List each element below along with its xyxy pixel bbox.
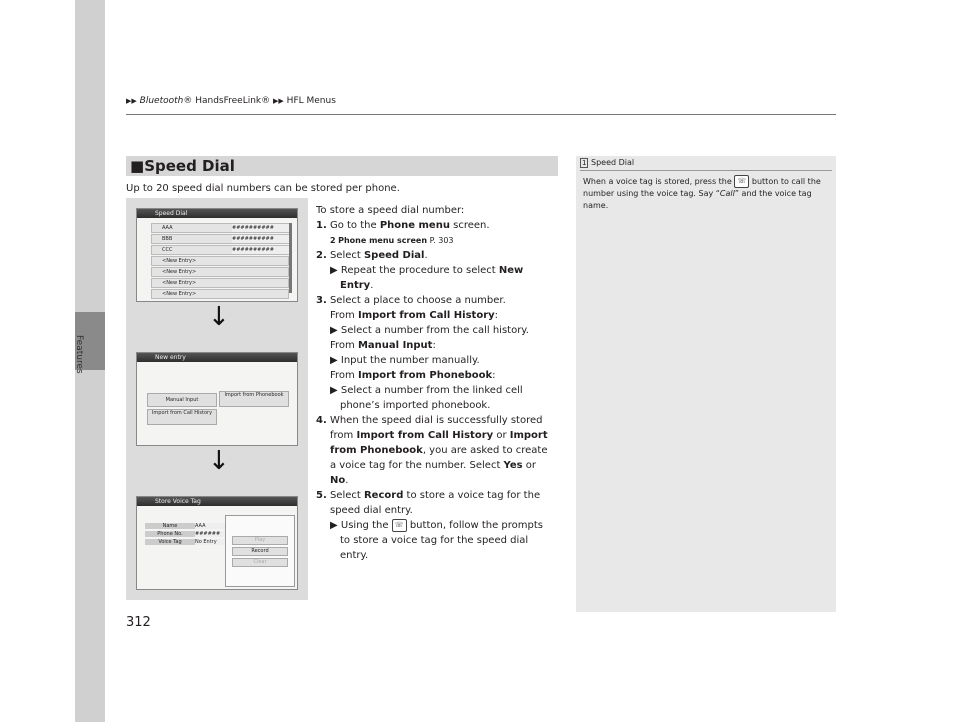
talk-button-icon: ☏ (392, 519, 407, 532)
breadcrumb-arrow-icon: ▶▶ (273, 97, 284, 105)
talk-button-icon: ☏ (734, 175, 749, 188)
import-from-phonebook-button[interactable]: Import from Phonebook (219, 391, 289, 407)
new-entry-screen (136, 352, 298, 446)
scrollbar (289, 223, 292, 293)
down-arrow-icon: ↓ (208, 302, 230, 332)
note-body: When a voice tag is stored, press the ☏ button to call the number using the voice tag. Say “Call” and the voice tag name. (583, 177, 821, 210)
note-panel (576, 156, 836, 612)
speed-dial-entry-label: <New Entry> (162, 269, 197, 275)
speed-dial-entry-row[interactable] (151, 289, 289, 299)
step-3-from-history: From Import from Call History: (330, 310, 499, 321)
speed-dial-entry-label: CCC (162, 247, 173, 253)
speed-dial-screen (136, 208, 298, 302)
name-value: AAA (195, 523, 227, 529)
speed-dial-entry-number: ########## (232, 246, 290, 254)
step-4-line4: a voice tag for the number. Select Yes or (330, 460, 537, 471)
breadcrumb-arrow-icon: ▶▶ (126, 97, 137, 105)
page-number: 312 (126, 615, 151, 630)
voice-tag-table (145, 523, 227, 545)
screen-title: Store Voice Tag (137, 497, 297, 506)
step-2-sub-cont: Entry. (340, 280, 374, 291)
step-3-sub2: ▶ Input the number manually. (330, 355, 480, 366)
cross-ref-icon: 2 (330, 236, 336, 245)
step-4: 4. When the speed dial is successfully stored (316, 415, 543, 426)
cross-reference-link[interactable]: 2 Phone menu screen P. 303 (330, 236, 454, 245)
instruction-steps (316, 203, 562, 563)
down-arrow-icon: ↓ (208, 446, 230, 476)
manual-input-button[interactable]: Manual Input (147, 393, 217, 407)
steps-lead: To store a speed dial number: (316, 205, 465, 216)
step-5-sub2: to store a voice tag for the speed dial (340, 535, 529, 546)
screen-title: New entry (137, 353, 297, 362)
speed-dial-entry-row[interactable] (151, 245, 289, 255)
record-button[interactable]: Record (232, 547, 288, 556)
play-button[interactable]: Play (232, 536, 288, 545)
header-rule (126, 114, 836, 115)
screen-title: Speed Dial (137, 209, 297, 218)
step-4-line3: from Phonebook, you are asked to create (330, 445, 548, 456)
step-5: 5. Select Record to store a voice tag for the (316, 490, 541, 501)
speed-dial-entry-row[interactable] (151, 234, 289, 244)
step-5-line2: speed dial entry. (330, 505, 413, 516)
breadcrumb (126, 96, 336, 106)
intro-text: Up to 20 speed dial numbers can be stored per phone. (126, 183, 400, 194)
square-bullet-icon: ■ (130, 157, 145, 175)
step-3-sub1: ▶ Select a number from the call history. (330, 325, 529, 336)
step-5-sub1: ▶ Using the ☏ button, follow the prompts (330, 520, 544, 531)
step-3-from-phonebook: From Import from Phonebook: (330, 370, 496, 381)
step-1: 1. Go to the Phone menu screen. (316, 220, 490, 231)
phone-label: Phone No. (145, 531, 195, 537)
clear-button[interactable]: Clear (232, 558, 288, 567)
step-2-sub: ▶ Repeat the procedure to select New (330, 265, 524, 276)
speed-dial-entry-label: BBB (162, 236, 173, 242)
step-arrow-icon: ▶ (330, 325, 338, 336)
note-rule (580, 170, 832, 171)
breadcrumb-item-bluetooth: Bluetooth (139, 96, 184, 106)
speed-dial-entry-number: ########## (232, 224, 290, 232)
speed-dial-entry-row[interactable] (151, 256, 289, 266)
step-arrow-icon: ▶ (330, 385, 338, 396)
speed-dial-entry-label: AAA (162, 225, 173, 231)
step-arrow-icon: ▶ (330, 520, 338, 531)
speed-dial-entry-label: <New Entry> (162, 258, 197, 264)
breadcrumb-item-hfl: ® HandsFreeLink® (183, 96, 271, 106)
voice-tag-popup (225, 515, 295, 587)
import-from-call-history-button[interactable]: Import from Call History (147, 409, 217, 425)
screen-illustrations (126, 198, 308, 600)
speed-dial-entry-row[interactable] (151, 278, 289, 288)
breadcrumb-item-menus: HFL Menus (286, 96, 336, 106)
step-3-sub3: ▶ Select a number from the linked cell (330, 385, 523, 396)
name-label: Name (145, 523, 195, 529)
step-5-sub3: entry. (340, 550, 369, 561)
step-arrow-icon: ▶ (330, 355, 338, 366)
step-3-from-manual: From Manual Input: (330, 340, 436, 351)
step-arrow-icon: ▶ (330, 265, 338, 276)
note-icon: 1 (582, 159, 587, 167)
speed-dial-entry-label: <New Entry> (162, 280, 197, 286)
speed-dial-entry-row[interactable] (151, 267, 289, 277)
step-4-line5: No. (330, 475, 349, 486)
speed-dial-entry-label: <New Entry> (162, 291, 197, 297)
step-4-line2: from Import from Call History or Import (330, 430, 548, 441)
store-voice-tag-screen (136, 496, 298, 590)
section-title: ■Speed Dial (130, 157, 235, 175)
voice-tag-label: Voice Tag (145, 539, 195, 545)
step-3: 3. Select a place to choose a number. (316, 295, 506, 306)
sidebar-label: Features (74, 335, 84, 374)
speed-dial-entry-number: ########## (232, 235, 290, 243)
step-3-sub3-cont: phone’s imported phonebook. (340, 400, 491, 411)
speed-dial-entry-row[interactable] (151, 223, 289, 233)
phone-value: ###### (195, 531, 227, 537)
step-2: 2. Select Speed Dial. (316, 250, 428, 261)
note-heading: 1 Speed Dial (582, 158, 635, 167)
voice-tag-value: No Entry (195, 539, 227, 545)
